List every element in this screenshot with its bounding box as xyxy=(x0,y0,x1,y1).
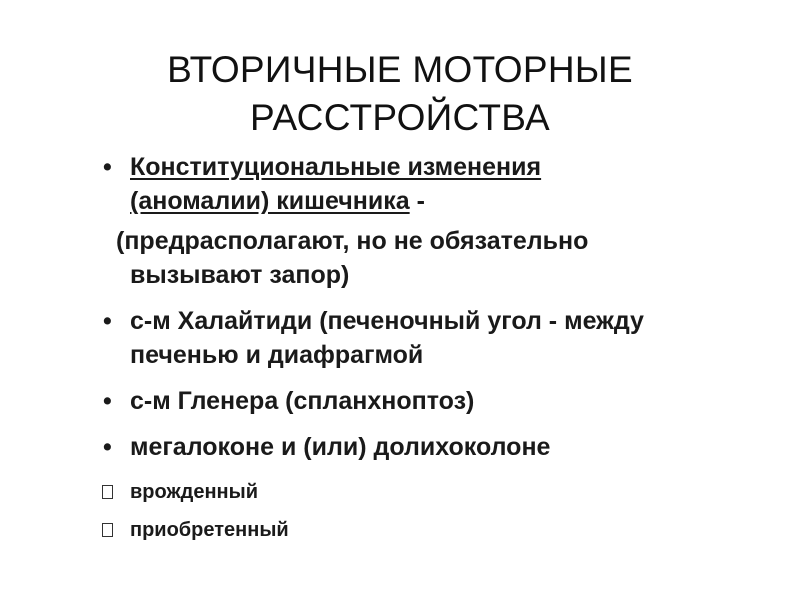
sub-item-text: приобретенный xyxy=(130,519,289,541)
sub-list-item xyxy=(0,478,800,506)
bullet-icon: • xyxy=(103,433,112,461)
continuation-line-2: вызывают запор) xyxy=(130,261,350,289)
checkbox-outline-icon xyxy=(102,523,113,537)
item-text: с-м Халайтиди (печеночный угол - между xyxy=(130,307,644,335)
bullet-icon: • xyxy=(103,307,112,335)
checkbox-outline-icon xyxy=(102,485,113,499)
sub-list-item xyxy=(0,516,800,544)
item-text: с-м Гленера (спланхноптоз) xyxy=(130,387,475,415)
list-item xyxy=(0,150,770,218)
bullet-icon: • xyxy=(103,387,112,415)
slide-title xyxy=(0,46,800,142)
list-item xyxy=(0,304,770,372)
title-line-1: ВТОРИЧНЫЕ МОТОРНЫЕ xyxy=(167,49,633,90)
bullet-list xyxy=(0,150,800,544)
item-text-suffix: - xyxy=(409,187,425,215)
list-item-continuation xyxy=(0,224,776,292)
continuation-line-1: (предрасполагают, но не обязательно xyxy=(116,227,589,255)
item-text: печенью и диафрагмой xyxy=(130,341,424,369)
sub-item-text: врожденный xyxy=(130,481,258,503)
list-item xyxy=(0,384,770,418)
item-text-underlined: Конституциональные изменения xyxy=(130,153,542,181)
item-text-underlined: (аномалии) кишечника xyxy=(130,187,410,215)
item-text: мегалоконе и (или) долихоколоне xyxy=(130,433,551,461)
bullet-icon: • xyxy=(103,153,112,181)
title-line-2: РАССТРОЙСТВА xyxy=(250,97,550,138)
list-item xyxy=(0,430,770,464)
